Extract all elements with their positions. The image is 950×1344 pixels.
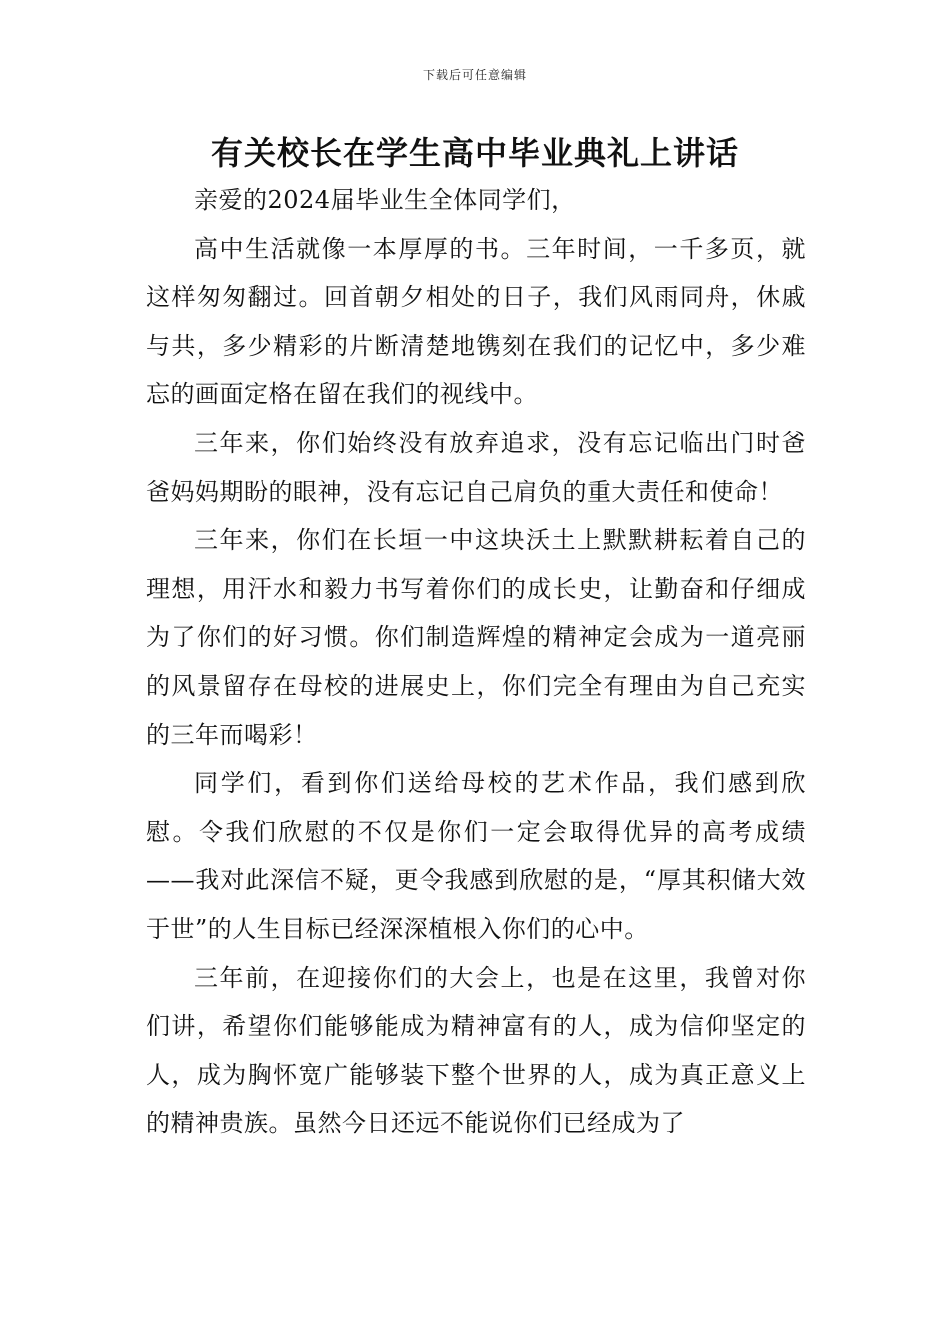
document-body <box>146 176 806 1148</box>
body-paragraph: 同学们，看到你们送给母校的艺术作品，我们感到欣慰。令我们欣慰的不仅是你们一定会取得优异的高考成绩——我对此深信不疑，更令我感到欣慰的是，“厚其积储大效于世”的人生目标已经深深植根入你们的心中。 <box>146 769 806 943</box>
body-paragraph: 三年来，你们在长垣一中这块沃土上默默耕耘着自己的理想，用汗水和毅力书写着你们的成长史，让勤奋和仔细成为了你们的好习惯。你们制造辉煌的精神定会成为一道亮丽的风景留存在母校的进展史上，你们完全有理由为自己充实的三年而喝彩！ <box>146 526 806 749</box>
body-paragraph: 高中生活就像一本厚厚的书。三年时间，一千多页，就这样匆匆翻过。回首朝夕相处的日子，我们风雨同舟，休戚与共，多少精彩的片断清楚地镌刻在我们的记忆中，多少难忘的画面定格在留在我们的视线中。 <box>146 234 806 409</box>
document-title: 有关校长在学生高中毕业典礼上讲话 <box>210 134 739 172</box>
salutation-paragraph: 亲爱的2024届毕业生全体同学们， <box>194 186 576 214</box>
body-paragraph: 三年前，在迎接你们的大会上，也是在这里，我曾对你们讲，希望你们能够能成为精神富有的人，成为信仰坚定的人，成为胸怀宽广能够装下整个世界的人，成为真正意义上的精神贵族。虽然今日还远不能说你们已经成为了 <box>146 963 806 1138</box>
body-paragraph: 三年来，你们始终没有放弃追求，没有忘记临出门时爸爸妈妈期盼的眼神，没有忘记自己肩负的重大责任和使命！ <box>146 428 806 506</box>
header-note: 下载后可任意编辑 <box>422 68 527 82</box>
